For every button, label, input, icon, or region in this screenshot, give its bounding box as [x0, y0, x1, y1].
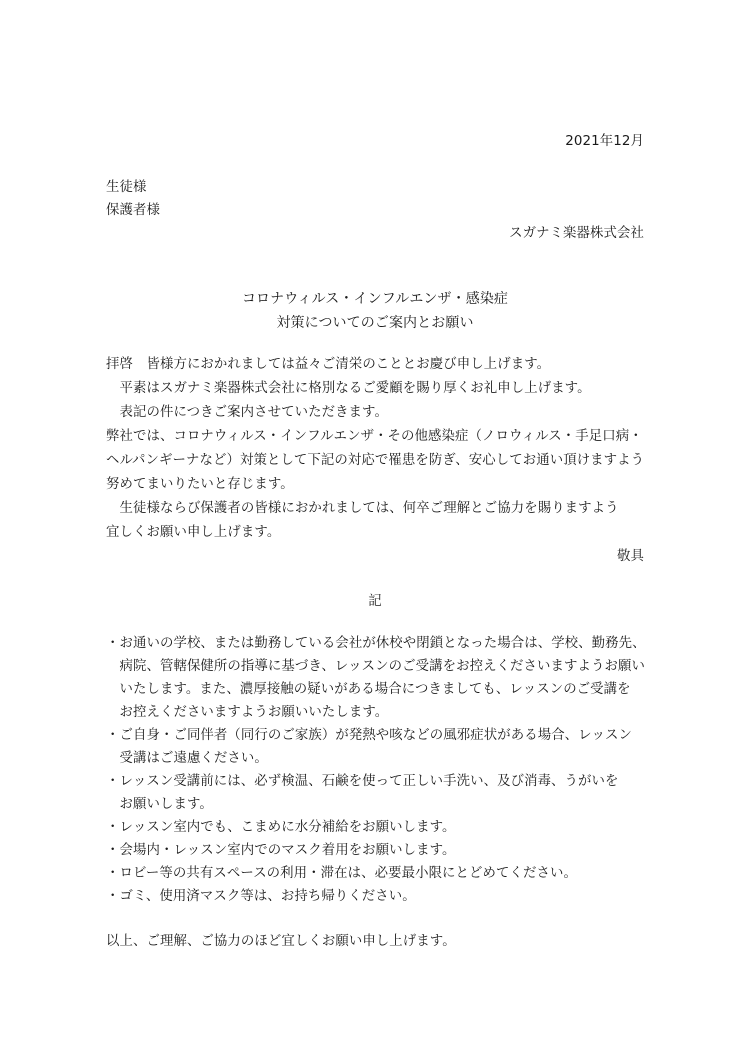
list-item: いたします。また、濃厚接触の疑いがある場合につきましても、レッスンのご受講を	[106, 682, 631, 697]
list-item: ・ゴミ、使用済マスク等は、お持ち帰りください。	[106, 889, 416, 904]
recipient-students: 生徒様	[106, 180, 147, 195]
list-item: ・お通いの学校、または勤務している会社が休校や閉鎖となった場合は、学校、勤務先、	[106, 636, 646, 651]
list-item: ・会場内・レッスン室内でのマスク着用をお願いします。	[106, 843, 456, 858]
greeting-line: 拝啓 皆様方におかれましては益々ご清栄のこととお慶び申し上げます。	[106, 357, 551, 372]
greeting-line: 弊社では、コロナウィルス・インフルエンザ・その他感染症（ノロウィルス・手足口病・	[106, 429, 643, 444]
greeting-line: 努めてまいりたいと存じます。	[106, 477, 294, 492]
greeting-line: 宜しくお願い申し上げます。	[106, 525, 281, 540]
list-item: 病院、管轄保健所の指導に基づき、レッスンのご受講をお控えくださいますようお願い	[106, 659, 645, 674]
list-item: 受講はご遠慮ください。	[106, 751, 268, 766]
list-item: お願いします。	[106, 797, 213, 812]
greeting-line: 平素はスガナミ楽器株式会社に格別なるご愛顧を賜り厚くお礼申し上げます。	[106, 381, 591, 396]
list-item: ・レッスン室内でも、こまめに水分補給をお願いします。	[106, 820, 456, 835]
sender-company: スガナミ楽器株式会社	[509, 226, 644, 241]
greeting-line: 表記の件につきご案内させていただきます。	[106, 405, 388, 420]
footer-closing-line: 以上、ご理解、ご協力のほど宜しくお願い申し上げます。	[106, 934, 456, 949]
recipient-guardians: 保護者様	[106, 203, 160, 218]
greeting-line: 生徒様ならび保護者の皆様におかれましては、何卒ご理解とご協力を賜りますよう	[106, 501, 619, 516]
ki-heading: 記	[368, 594, 382, 609]
title-line-1: コロナウィルス・インフルエンザ・感染症	[241, 291, 509, 307]
list-item: お控えくださいますようお願いいたします。	[106, 705, 389, 720]
greeting-line: ヘルパンギーナなど）対策として下記の対応で罹患を防ぎ、安心してお通い頂けますよう	[106, 453, 645, 468]
list-item: ・レッスン受講前には、必ず検温、石鹸を使って正しい手洗い、及び消毒、うがいを	[106, 774, 619, 789]
date: 2021年12月	[565, 134, 644, 149]
title-line-2: 対策についてのご案内とお願い	[276, 315, 474, 331]
closing-keigu: 敬具	[617, 549, 644, 564]
list-item: ・ご自身・ご同伴者（同行のご家族）が発熱や咳などの風邪症状がある場合、レッスン	[106, 728, 632, 743]
list-item: ・ロビー等の共有スペースの利用・滞在は、必要最小限にとどめてください。	[106, 866, 577, 881]
